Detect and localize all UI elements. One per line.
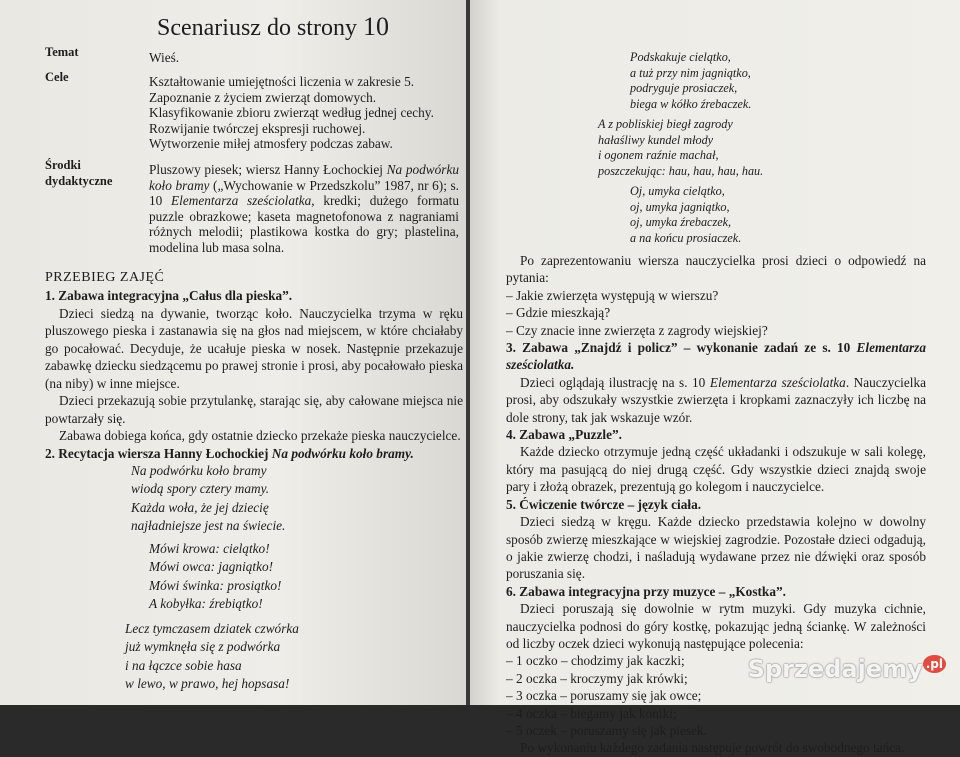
cele-item: Klasyfikowanie zbioru zwierząt według jednej cechy. [149,105,434,120]
zadanie-6-heading: 6. Zabawa integracyjna przy muzyce – „Kostka”. [506,583,786,599]
section-heading: PRZEBIEG ZAJĘĆ [45,270,165,285]
page-title-number: 10 [362,12,389,41]
poem-line: Mówi krowa: cielątko! [149,541,270,556]
poem-line: biega w kółko źrebaczek. [630,96,752,111]
srodki-text: , kredki; dużego formatu puzzle obrazkowe; kaseta magnetofonowa z nagraniami różnych melodii; plastikowa kostka do gry; plastelina, modelina lub masa solna. [149,193,459,255]
zadanie-1-heading: 1. Zabawa integracyjna „Całus dla pieska”. [45,288,293,303]
srodki-label [45,157,112,189]
poem-line: najładniejsze jest na świecie. [131,517,286,533]
command-item: – 1 oczko – chodzimy jak kaczki; [506,653,685,669]
zadanie-3-paragraph [506,374,926,426]
zadanie-4-heading: 4. Zabawa „Puzzle”. [506,427,622,443]
temat-label: Temat [45,45,79,59]
cele-item: Rozwijanie twórczej ekspresji ruchowej. [149,120,366,136]
poem-line: i na łączce sobie hasa [125,657,242,673]
watermark-text: Sprzedajemy [747,655,923,683]
page-title-text: Scenariusz do strony [157,15,357,41]
srodki-text: Pluszowy piesek; wiersz Hanny Łochockiej [149,162,387,177]
poem-line: poszczekując: hau, hau, hau, hau. [598,163,764,178]
poem-stanza-3 [125,620,299,693]
zadanie-5-heading: 5. Ćwiczenie twórcze – język ciała. [506,496,702,512]
zadanie-3-heading-text: 3. Zabawa „Znajdź i policz” – wykonanie zadań ze s. 10 [506,340,857,356]
poem-line: i ogonem raźnie machał, [598,148,719,163]
zadanie-1 [45,287,463,462]
poem-line: wiodą spory cztery mamy. [131,481,270,497]
zadanie-6-paragraph: Dzieci poruszają się dowolnie w rytm muzyki. Gdy muzyka cichnie, nauczycielka podnosi do góry kostkę, pokazując jedną ściankę. W zależności od liczby oczek dzieci wykonują następujące polecenia: [506,601,926,651]
command-item: – 3 oczka – poruszamy się jak owce; [506,688,702,704]
srodki-value [149,162,459,255]
poem-line: oj, umyka źrebaczek, [630,215,732,230]
poem-line: Na podwórku koło bramy [131,463,267,478]
poem-stanza-5 [598,117,763,179]
zadanie-1-paragraph: Dzieci siedzą na dywanie, tworząc koło. Nauczycielka trzyma w ręku pluszowego pieska i zastanawia się na głos nad miejscem, w które chciałaby go pocałować. Decyduje, że ucałuje pieska w nosek. Następnie przekazuje zabawkę dziecku siedzącemu po prawej stronie i prosi, aby pocałowało pieska (na niby) w inne miejsce. [45,305,463,391]
command-item: – 4 oczka – biegamy jak koniki; [506,705,677,721]
zadanie-4-paragraph: Każde dziecko otrzymuje jedną część układanki i odszukuje w sali kolegę, który ma pasującą do niej drugą część. Gdy wszystkie dzieci znajdą swoje pary i złożą obrazek, prezentują go kolegom i nauczycielce. [506,444,926,495]
poem-line: oj, umyka jagniątko, [630,199,730,214]
right-page [470,0,960,756]
zadanie-5-paragraph: Dzieci siedzą w kręgu. Każde dziecko przedstawia kolejno w dowolny sposób zwierzę mieszkające w wiejskiej zagrodzie. Pozostałe dzieci odgadują, o jakie zwierzę chodzi, i naśladują wydawane przez nie dźwięki oraz sposób poruszania się. [506,514,926,582]
zadanie-2-heading-text: 2. Recytacja wiersza Hanny Łochockiej [45,445,272,461]
poem-line: w lewo, w prawo, hej hopsasa! [125,675,290,691]
zadanie-3-text: . Nauczycielka prosi, aby odszukały wszystkie zwierzęta i kropkami zaznaczyły ich liczbę na dole strony, tak jak wskazuje wzór. [506,374,927,425]
question-item: – Czy znacie inne zwierzęta z zagrody wiejskiej? [506,322,768,338]
left-page [0,0,468,705]
poem-line: a na końcu prosiaczek. [630,230,742,245]
srodki-book-italic: Elementarza sześciolatka [171,193,312,208]
zadanie-2-heading-italic: Na podwórku koło bramy. [271,445,414,461]
zadanie-2-heading [45,445,463,463]
srodki-label-line1: Środki [45,158,81,172]
temat-value: Wieś. [149,50,180,65]
question-item: – Gdzie mieszkają? [506,305,611,321]
srodki-text: („Wychowanie w Przedszkolu” 1987, nr 6); s. 10 [149,177,459,208]
command-item: – 2 oczka – kroczymy jak krówki; [506,670,688,686]
poem-stanza-6 [630,184,741,246]
page-title [157,12,389,42]
cele-item: Zapoznanie z życiem zwierząt domowych. [149,89,377,105]
watermark-tld: .pl [923,655,946,673]
poem-line: a tuż przy nim jagniątko, [630,65,751,80]
poem-line: A z pobliskiej biegł zagrody [598,117,733,131]
zadanie-6-closing: Po wykonaniu każdego zadania następuje powrót do swobodnego tańca. [520,740,905,756]
zadanie-3-heading-italic: Elementarza sześciolatka. [506,340,926,373]
question-item: – Jakie zwierzęta występują w wierszu? [506,287,719,303]
poem-stanza-1 [131,462,285,535]
poem-stanza-2 [149,540,281,613]
poem-line: Każda woła, że jej dziecię [131,499,269,515]
zadanie-3-book-italic: Elementarza sześciolatka [709,374,846,390]
poem-line: podryguje prosiaczek, [630,81,738,96]
poem-line: Podskakuje cielątko, [630,50,731,64]
cele-item: Kształtowanie umiejętności liczenia w zakresie 5. [149,74,415,89]
poem-line: Mówi owca: jagniątko! [149,559,274,575]
poem-line: hałaśliwy kundel młody [598,132,714,147]
poem-line: Oj, umyka cielątko, [630,184,725,198]
poem-line: Mówi świnka: prosiątko! [149,577,282,593]
zadanie-1-paragraph: Dzieci przekazują sobie przytulankę, starając się, aby całowane miejsca nie powtarzały się. [45,393,463,426]
poem-line: A kobyłka: źrebiątko! [149,595,263,611]
srodki-title-italic: Na podwórku koło bramy [149,162,460,193]
zadanie-3-heading [506,339,926,374]
poem-line: już wymknęła się z podwórka [125,639,281,655]
zadanie-3-text: Dzieci oglądają ilustrację na s. 10 [520,374,710,390]
zadanie-1-paragraph: Zabawa dobiega końca, gdy ostatnie dziecko przekaże pieska nauczycielce. [59,428,461,443]
poem-stanza-4 [630,50,751,112]
command-item: – 5 oczek – poruszamy się jak piesek. [506,722,707,738]
cele-label: Cele [45,70,69,84]
srodki-label-line2: dydaktyczne [45,174,113,188]
poem-line: Lecz tymczasem dziatek czwórka [125,621,299,636]
watermark-logo [748,655,946,683]
questions-intro: Po zaprezentowaniu wiersza nauczycielka prosi dzieci o odpowiedź na pytania: [506,253,926,286]
cele-item: Wytworzenie miłej atmosfery podczas zabaw. [149,136,393,151]
cele-list [149,74,459,152]
